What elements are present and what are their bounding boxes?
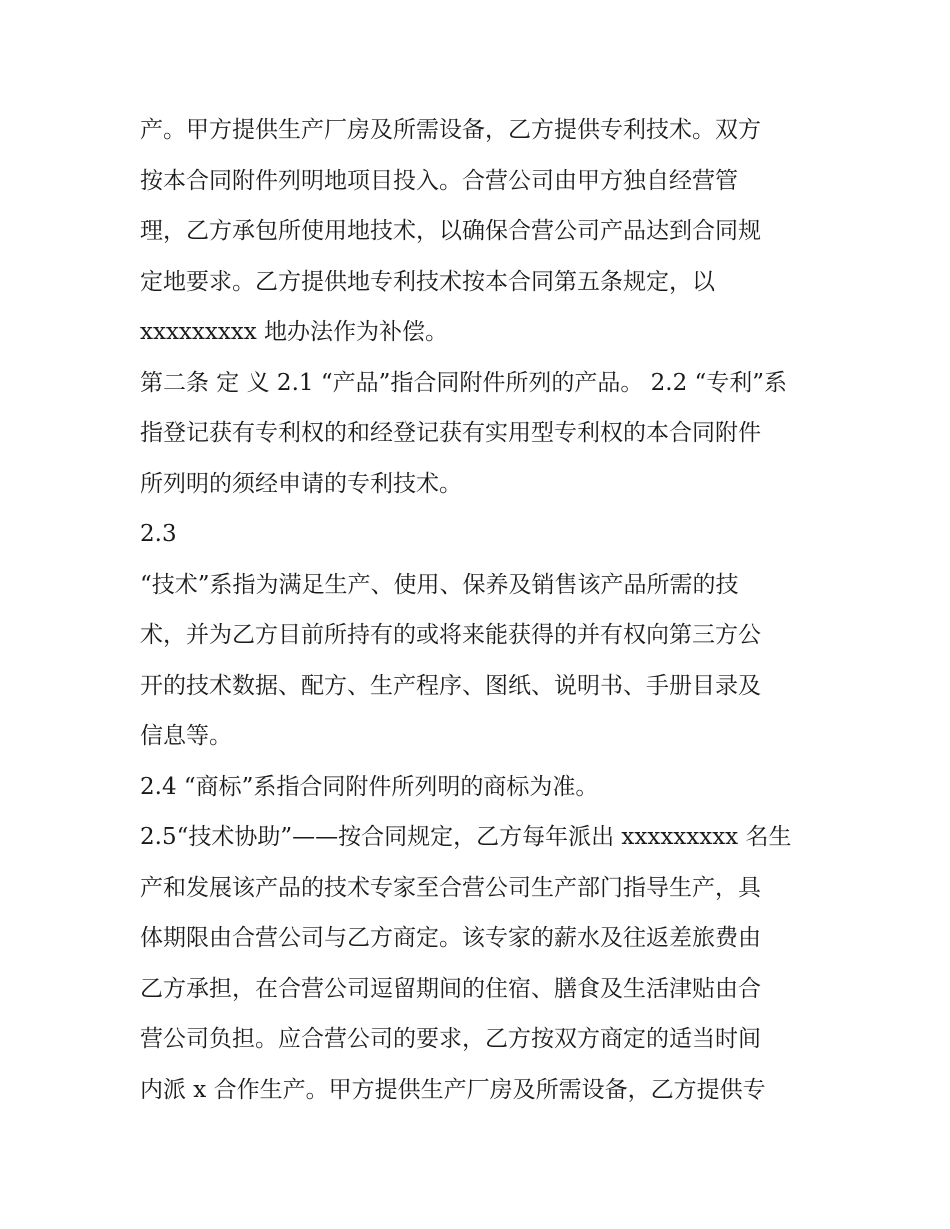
text-line: 开的技术数据、配方、生产程序、图纸、说明书、手册目录及 (140, 672, 761, 699)
text-line: 2.3 (140, 521, 177, 547)
text-line: 体期限由合营公司与乙方商定。该专家的薪水及往返差旅费由 (140, 925, 761, 951)
document-body (140, 105, 820, 1115)
text-line: 指登记获有专利权的和经登记获有实用型专利权的本合同附件 (140, 420, 761, 446)
text-line: 营公司负担。应合营公司的要求，乙方按双方商定的适当时间 (140, 1026, 761, 1052)
text-line: 术，并为乙方目前所持有的或将来能获得的并有权向第三方公 (140, 622, 761, 648)
text-line: 2.5“技术协助”——按合同规定，乙方每年派出 xxxxxxxxx 名生 (140, 824, 792, 850)
text-line: 第二条 定 义 2.1 “产品”指合同附件所列的产品。 2.2 “专利”系 (140, 369, 788, 396)
text-line: 定地要求。乙方提供地专利技术按本合同第五条规定，以 (140, 268, 715, 295)
text-line: 内派 x 合作生产。甲方提供生产厂房及所需设备，乙方提供专 (140, 1076, 766, 1103)
text-line: 产。甲方提供生产厂房及所需设备，乙方提供专利技术。双方 (140, 117, 761, 143)
text-line: xxxxxxxxx 地办法作为补偿。 (140, 319, 449, 345)
text-line: 2.4 “商标”系指合同附件所列明的商标为准。 (140, 773, 599, 800)
text-line: “技术”系指为满足生产、使用、保养及销售该产品所需的技 (140, 571, 739, 598)
text-line: 理，乙方承包所使用地技术，以确保合营公司产品达到合同规 (140, 218, 761, 244)
text-line: 产和发展该产品的技术专家至合营公司生产部门指导生产，具 (140, 874, 761, 901)
text-line: 所列明的须经申请的专利技术。 (140, 470, 462, 497)
text-line: 乙方承担，在合营公司逗留期间的住宿、膳食及生活津贴由合 (140, 975, 761, 1002)
text-line: 信息等。 (140, 723, 232, 749)
text-line: 按本合同附件列明地项目投入。合营公司由甲方独自经营管 (140, 167, 738, 194)
